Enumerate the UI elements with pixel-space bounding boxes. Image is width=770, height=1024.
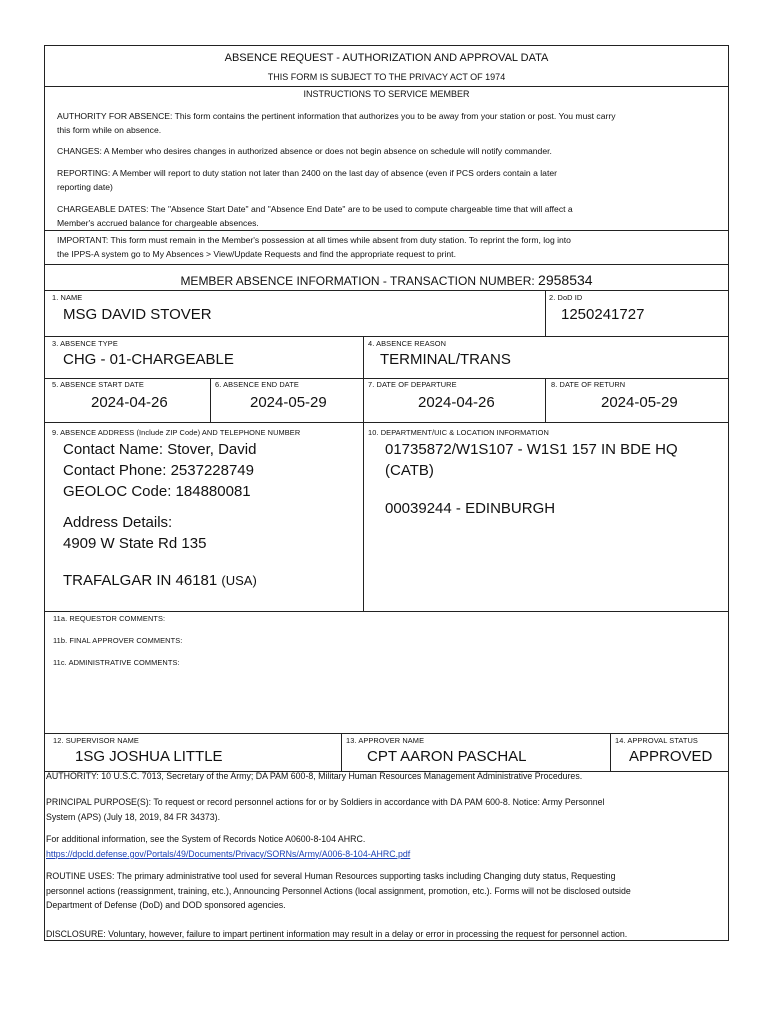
absence-type-label: 3. ABSENCE TYPE — [52, 339, 118, 348]
routine-line2: personnel actions (reassignment, training, etc.), Announcing Personnel Actions (local assignment, promotion, etc.). Forms will not be disclosed outside — [46, 885, 631, 896]
department-line3: 00039244 - EDINBURGH — [385, 500, 556, 517]
address-details-label: Address Details: — [63, 514, 173, 531]
disclosure-notice: DISCLOSURE: Voluntary, however, failure to impart pertinent information may result in a delay or error in processing the request for personnel action. — [46, 929, 628, 939]
absence-request-form — [44, 45, 729, 941]
routine-line1: ROUTINE USES: The primary administrative tool used for several Human Resources supporting tasks including Changing duty status, Requesting — [46, 871, 616, 881]
absence-type: CHG - 01-CHARGEABLE — [63, 351, 234, 368]
approver-name: CPT AARON PASCHAL — [367, 748, 527, 765]
instruction-authority-line2: this form while on absence. — [57, 125, 162, 135]
supervisor-label: 12. SUPERVISOR NAME — [53, 736, 139, 745]
end-date-label: 6. ABSENCE END DATE — [215, 380, 299, 389]
department-label: 10. DEPARTMENT/UIC & LOCATION INFORMATION — [368, 428, 549, 437]
instructions-title: INSTRUCTIONS TO SERVICE MEMBER — [303, 89, 470, 99]
instruction-reporting-line1: REPORTING: A Member will report to duty station not later than 2400 on the last day of absence (even if PCS orders contain a later — [57, 168, 557, 178]
start-date-label: 5. ABSENCE START DATE — [52, 380, 144, 389]
return-date-label: 8. DATE OF RETURN — [551, 380, 626, 389]
instruction-reporting-block — [57, 166, 722, 194]
instruction-important-line1: IMPORTANT: This form must remain in the Member's possession at all times while absent from duty station. To reprint the form, log into — [57, 235, 571, 245]
instruction-important-block — [57, 233, 722, 261]
end-date: 2024-05-29 — [250, 394, 327, 411]
approval-status-label: 14. APPROVAL STATUS — [615, 736, 698, 745]
instruction-important-line2: the IPPS-A system go to My Absences > View/Update Requests and find the appropriate request to print. — [57, 249, 456, 259]
section-title-row — [45, 272, 728, 288]
department-line2: (CATB) — [385, 462, 434, 479]
member-name: MSG DAVID STOVER — [63, 306, 212, 323]
address-city-row — [63, 572, 257, 589]
geoloc-code: GEOLOC Code: 184880081 — [63, 483, 251, 500]
return-date: 2024-05-29 — [601, 394, 678, 411]
section-title: MEMBER ABSENCE INFORMATION - TRANSACTION NUMBER: — [180, 274, 535, 288]
address-country: (USA) — [221, 573, 257, 588]
instruction-reporting-line2: reporting date) — [57, 182, 113, 192]
purpose-line1: PRINCIPAL PURPOSE(S): To request or record personnel actions for or by Soldiers in accordance with DA PAM 600-8. Notice: Army Personnel — [46, 797, 605, 807]
administrative-comments-label: 11c. ADMINISTRATIVE COMMENTS: — [53, 658, 180, 667]
instruction-authority-line1: AUTHORITY FOR ABSENCE: This form contains the pertinent information that authorizes you to be away from your station or post. You must carry — [57, 111, 616, 121]
requestor-comments-label: 11a. REQUESTOR COMMENTS: — [53, 614, 166, 623]
absence-reason-label: 4. ABSENCE REASON — [368, 339, 447, 348]
departure-date-label: 7. DATE OF DEPARTURE — [368, 380, 457, 389]
instruction-changes: CHANGES: A Member who desires changes in authorized absence or does not begin absence on schedule will notify commander. — [57, 146, 552, 156]
contact-name: Contact Name: Stover, David — [63, 441, 257, 458]
form-title: ABSENCE REQUEST - AUTHORIZATION AND APPROVAL DATA — [224, 52, 549, 64]
sorn-link[interactable]: https://dpcld.defense.gov/Portals/49/Documents/Privacy/SORNs/Army/A006-8-104-AHRC.pdf — [46, 848, 411, 859]
departure-date: 2024-04-26 — [418, 394, 495, 411]
final-approver-comments-label: 11b. FINAL APPROVER COMMENTS: — [53, 636, 183, 645]
approver-label: 13. APPROVER NAME — [346, 736, 425, 745]
name-label: 1. NAME — [52, 293, 83, 302]
instructions-block — [57, 109, 722, 137]
address-label: 9. ABSENCE ADDRESS (Include ZIP Code) AND TELEPHONE NUMBER — [52, 428, 301, 437]
contact-phone: Contact Phone: 2537228749 — [63, 462, 254, 479]
privacy-notice: THIS FORM IS SUBJECT TO THE PRIVACY ACT OF 1974 — [267, 72, 506, 82]
instruction-chargeable-line2: Member's accrued balance for chargeable absences. — [57, 218, 259, 228]
routine-line3: Department of Defense (DoD) and DOD sponsored agencies. — [46, 900, 286, 911]
address-city: TRAFALGAR IN 46181 — [63, 572, 218, 589]
address-line1: 4909 W State Rd 135 — [63, 535, 207, 552]
purpose-line2: System (APS) (July 18, 2019, 84 FR 34373). — [46, 811, 221, 822]
instruction-chargeable-block — [57, 202, 722, 230]
info-line: For additional information, see the System of Records Notice A0600-8-104 AHRC. — [46, 834, 366, 844]
supervisor-name: 1SG JOSHUA LITTLE — [75, 748, 223, 765]
routine-uses-notice — [46, 869, 724, 913]
transaction-number: 2958534 — [538, 272, 593, 288]
dodid-value: 1250241727 — [561, 306, 645, 323]
dodid-label: 2. DoD ID — [549, 293, 583, 302]
instruction-chargeable-line1: CHARGEABLE DATES: The "Absence Start Date" and "Absence End Date" are to be used to compute chargeable time that will affect a — [57, 204, 573, 214]
absence-reason: TERMINAL/TRANS — [380, 351, 511, 368]
instruction-changes-block — [57, 144, 722, 158]
start-date: 2024-04-26 — [91, 394, 168, 411]
authority-notice: AUTHORITY: 10 U.S.C. 7013, Secretary of the Army; DA PAM 600-8, Military Human Resources Management Administrative Procedures. — [46, 771, 583, 781]
info-notice — [46, 832, 724, 861]
approval-status: APPROVED — [629, 748, 713, 765]
department-line1: 01735872/W1S107 - W1S1 157 IN BDE HQ — [385, 441, 678, 458]
purpose-notice — [46, 795, 724, 824]
